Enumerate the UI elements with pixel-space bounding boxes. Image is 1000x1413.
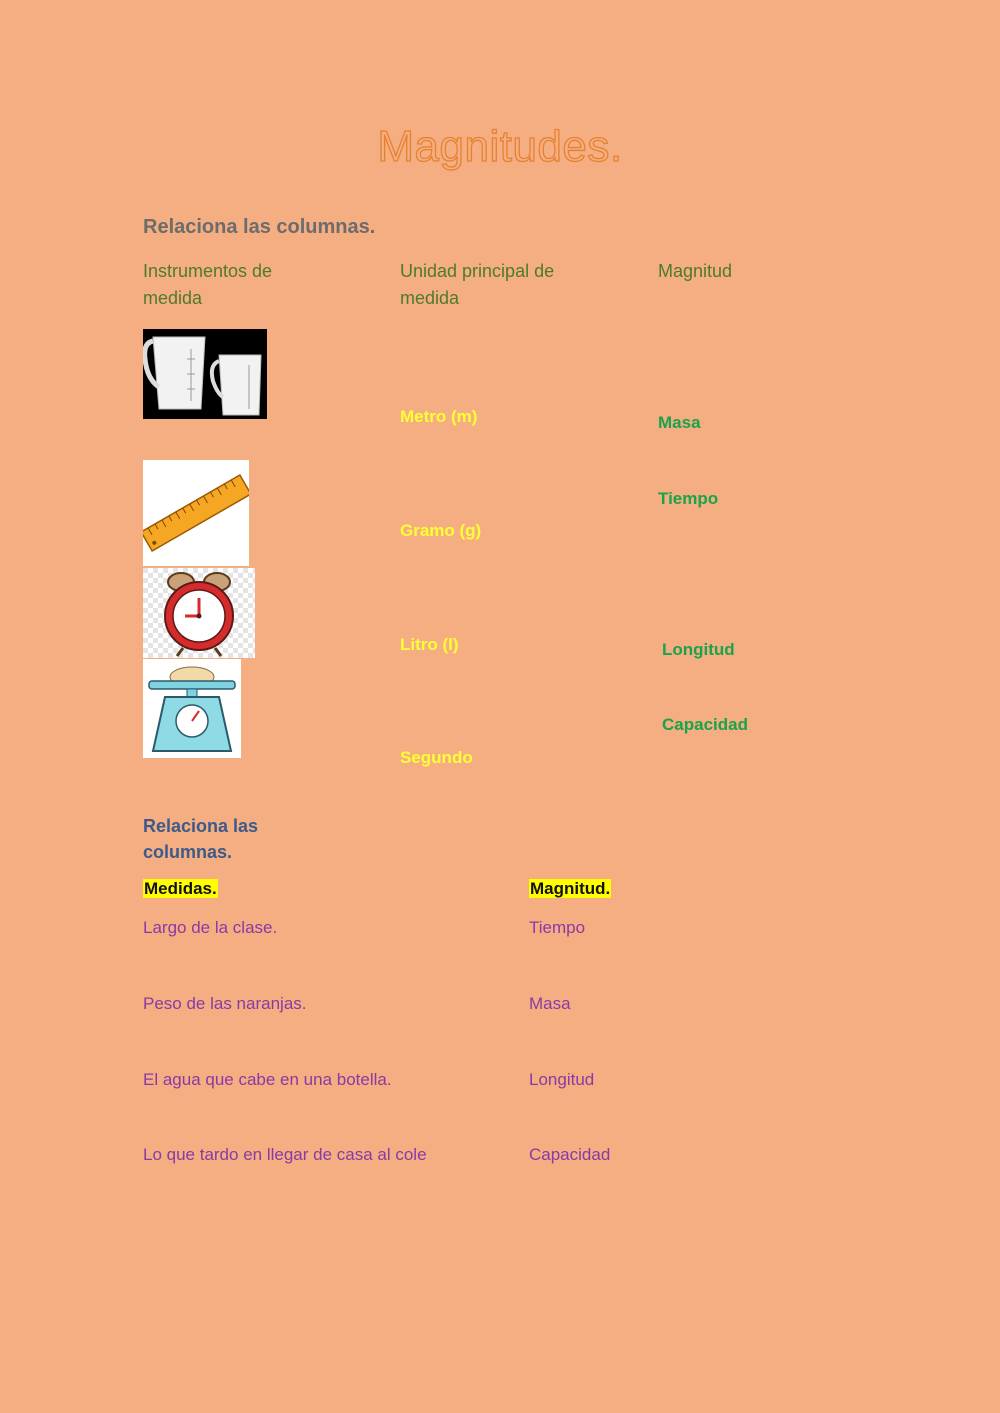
- section1-heading: Relaciona las columnas.: [143, 216, 376, 238]
- unit-item[interactable]: Metro (m): [400, 407, 478, 426]
- magnitude-item[interactable]: Tiempo: [658, 489, 719, 508]
- col-magnitud-label: Magnitud.: [530, 879, 611, 898]
- medida-item[interactable]: Lo que tardo en llegar de casa al cole: [143, 1145, 427, 1164]
- unit-item[interactable]: Litro (l): [400, 635, 459, 654]
- col-magnitud-header: [529, 879, 611, 899]
- medida-item[interactable]: Largo de la clase.: [143, 918, 278, 937]
- magnitude-item[interactable]: Longitud: [662, 640, 735, 659]
- magnitud-item[interactable]: Capacidad: [529, 1145, 611, 1164]
- magnitud-item[interactable]: Masa: [529, 994, 571, 1013]
- header-instrumentos: Instrumentos de medida: [143, 261, 273, 308]
- medida-item[interactable]: Peso de las naranjas.: [143, 994, 307, 1013]
- alarm-clock-image[interactable]: [143, 568, 255, 658]
- header-unidad: Unidad principal de medida: [400, 261, 555, 308]
- page-title: Magnitudes.: [377, 122, 623, 171]
- magnitud-item[interactable]: Tiempo: [529, 918, 586, 937]
- kitchen-scale-image[interactable]: [143, 659, 241, 758]
- unit-item[interactable]: Gramo (g): [400, 521, 482, 540]
- col-medidas-header: [143, 879, 218, 899]
- magnitude-item[interactable]: Capacidad: [662, 715, 748, 734]
- measuring-jugs-image[interactable]: [143, 329, 267, 419]
- magnitude-item[interactable]: Masa: [658, 413, 701, 432]
- unit-item[interactable]: Segundo: [400, 748, 473, 767]
- section2-heading: Relaciona las columnas.: [143, 816, 259, 862]
- magnitud-item[interactable]: Longitud: [529, 1070, 595, 1089]
- col-medidas-label: Medidas.: [144, 879, 217, 898]
- medida-item[interactable]: El agua que cabe en una botella.: [143, 1070, 392, 1089]
- ruler-image[interactable]: [143, 460, 249, 566]
- header-magnitud: Magnitud: [658, 261, 733, 281]
